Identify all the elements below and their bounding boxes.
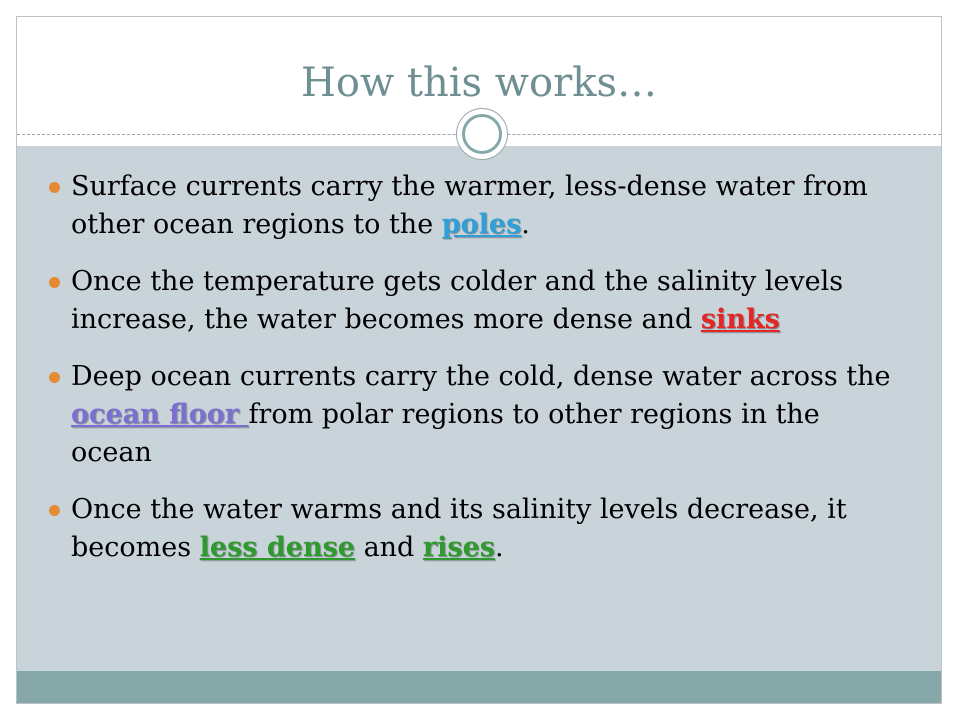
bullet-dot-icon	[49, 277, 60, 288]
bullet-item	[47, 358, 907, 472]
bullet-item	[47, 263, 907, 339]
bullet-item	[47, 491, 907, 567]
bullet-item	[47, 168, 907, 244]
bullet-text: .	[521, 209, 530, 240]
circle-ornament-icon	[456, 108, 508, 160]
bullet-text: Deep ocean currents carry the cold, dense water across the	[71, 361, 891, 392]
bullet-text: Once the water warms and its salinity levels decrease, it becomes	[71, 494, 847, 563]
bullet-text: from polar regions to other regions in the ocean	[71, 399, 820, 468]
bullet-text: Surface currents carry the warmer, less-dense water from other ocean regions to the	[71, 171, 868, 240]
keyword-poles: poles	[441, 209, 522, 240]
keyword-sinks: sinks	[700, 304, 780, 335]
circle-ornament-ring	[462, 114, 502, 154]
bullet-dot-icon	[49, 505, 60, 516]
bullet-dot-icon	[49, 182, 60, 193]
bullet-list	[47, 168, 907, 586]
keyword-less-dense: less dense	[199, 532, 355, 563]
bullet-text: and	[354, 532, 423, 563]
bullet-text: .	[494, 532, 504, 563]
keyword-rises: rises	[422, 532, 495, 563]
bullet-text: Once the temperature gets colder and the salinity levels increase, the water becomes more dense and	[71, 266, 844, 335]
footer-bar	[17, 671, 941, 703]
slide-title: How this works…	[301, 60, 657, 106]
bullet-dot-icon	[49, 372, 60, 383]
keyword-ocean-floor: ocean floor	[71, 399, 249, 430]
